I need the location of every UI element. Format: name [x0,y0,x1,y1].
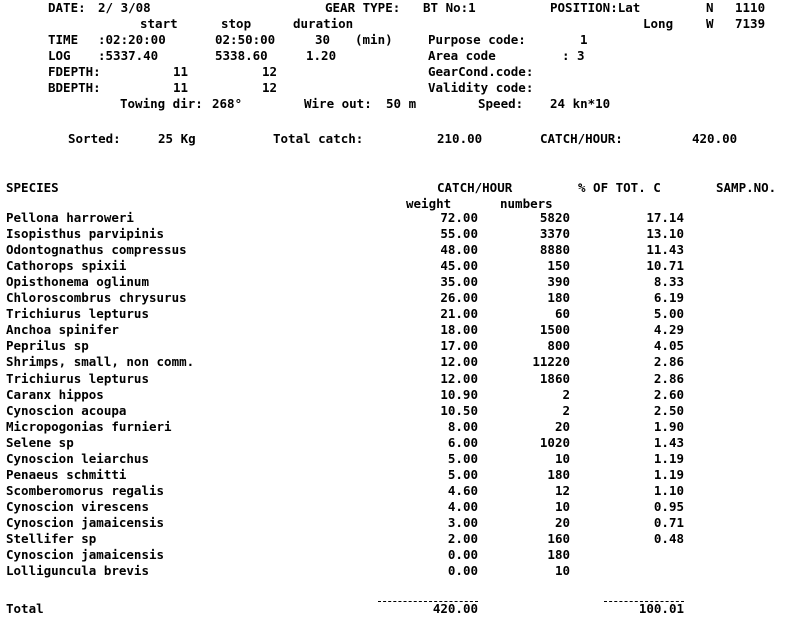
gear-type-label: GEAR TYPE: [325,0,401,15]
catch-weight: 2.00 [447,531,478,546]
catch-weight: 5.00 [447,451,478,466]
catch-numbers: 2 [562,403,570,418]
pct-of-total: 10.71 [646,258,684,273]
species-name: Opisthonema oglinum [6,274,149,289]
species-name: Lolliguncula brevis [6,563,149,578]
catch-numbers: 12 [554,483,570,498]
catch-per-hour-value: 420.00 [692,131,738,146]
catch-numbers: 180 [547,467,570,482]
time-stop: 02:50:00 [215,32,276,47]
pct-of-total: 1.90 [653,419,684,434]
pct-of-total: 6.19 [653,290,684,305]
date-label: DATE: [48,0,86,15]
towing-dir-label: Towing dir: [120,96,203,111]
species-name: Cynoscion acoupa [6,403,127,418]
catch-weight: 4.60 [447,483,478,498]
species-name: Selene sp [6,435,74,450]
area-code-label: Area code [428,48,496,63]
gearcond-code-label: GearCond.code: [428,64,534,79]
time-start: :02:20:00 [98,32,166,47]
catch-numbers: 390 [547,274,570,289]
species-name: Caranx hippos [6,387,104,402]
bdepth-label: BDEPTH: [48,80,101,95]
gear-type-value: BT No:1 [423,0,476,15]
catch-weight: 18.00 [440,322,478,337]
log-stop: 5338.60 [215,48,268,63]
catch-numbers: 180 [547,547,570,562]
pct-of-total: 5.00 [653,306,684,321]
total-catch-value: 210.00 [437,131,483,146]
catch-weight: 12.00 [440,371,478,386]
pct-of-total: 13.10 [646,226,684,241]
catch-numbers: 2 [562,387,570,402]
date-value: 2/ 3/08 [98,0,151,15]
catch-weight: 10.90 [440,387,478,402]
wire-out-label: Wire out: [304,96,372,111]
catch-weight: 35.00 [440,274,478,289]
species-name: Chloroscombrus chrysurus [6,290,187,305]
bdepth-start: 11 [173,80,189,95]
start-column-label: start [140,16,178,31]
pct-of-total: 2.50 [653,403,684,418]
area-code-value: : 3 [562,48,585,63]
catch-numbers: 10 [554,563,570,578]
species-name: Isopisthus parvipinis [6,226,165,241]
catch-numbers: 11220 [532,354,570,369]
catch-numbers: 800 [547,338,570,353]
species-name: Scomberomorus regalis [6,483,165,498]
lat-direction: N [706,0,714,15]
long-label: Long [643,16,674,31]
catch-weight: 17.00 [440,338,478,353]
catch-numbers: 10 [554,499,570,514]
long-direction: W [706,16,714,31]
species-name: Cathorops spixii [6,258,127,273]
catch-per-hour-label: CATCH/HOUR: [540,131,623,146]
catch-numbers: 1860 [539,371,570,386]
pct-of-total: 1.19 [653,451,684,466]
catch-weight: 8.00 [447,419,478,434]
species-name: Cynoscion leiarchus [6,451,149,466]
stop-column-label: stop [221,16,252,31]
long-value: 7139 [735,16,766,31]
species-name: Shrimps, small, non comm. [6,354,195,369]
time-unit: (min) [355,32,393,47]
catch-numbers: 1020 [539,435,570,450]
total-weight: 420.00 [432,601,478,616]
total-pct: 100.01 [638,601,684,616]
towing-dir-value: 268° [212,96,243,111]
pct-of-total: 8.33 [653,274,684,289]
pct-of-total: 0.71 [653,515,684,530]
species-name: Cynoscion jamaicensis [6,515,165,530]
catch-weight: 3.00 [447,515,478,530]
catch-weight: 0.00 [447,563,478,578]
catch-weight: 45.00 [440,258,478,273]
catch-weight: 12.00 [440,354,478,369]
time-label: TIME [48,32,79,47]
pct-of-total: 17.14 [646,210,684,225]
pct-of-total: 0.95 [653,499,684,514]
catch-numbers: 180 [547,290,570,305]
time-duration: 30 [315,32,331,47]
catch-numbers: 1500 [539,322,570,337]
catch-numbers: 8880 [539,242,570,257]
bdepth-stop: 12 [262,80,278,95]
position-lat-label: POSITION:Lat [550,0,641,15]
pct-of-total: 0.48 [653,531,684,546]
catch-numbers: 150 [547,258,570,273]
pct-of-total: 4.05 [653,338,684,353]
wire-out-value: 50 m [386,96,417,111]
catch-weight: 6.00 [447,435,478,450]
pct-of-total: 11.43 [646,242,684,257]
log-start: :5337.40 [98,48,159,63]
species-name: Stellifer sp [6,531,97,546]
pct-of-total: 1.19 [653,467,684,482]
catch-weight: 4.00 [447,499,478,514]
pct-of-total: 2.60 [653,387,684,402]
log-duration: 1.20 [306,48,337,63]
catch-weight: 48.00 [440,242,478,257]
species-name: Cynoscion jamaicensis [6,547,165,562]
catch-numbers: 10 [554,451,570,466]
catch-weight: 21.00 [440,306,478,321]
numbers-header: numbers [500,196,553,211]
species-name: Peprilus sp [6,338,89,353]
weight-header: weight [406,196,452,211]
catch-weight: 72.00 [440,210,478,225]
catch-numbers: 60 [554,306,570,321]
speed-label: Speed: [478,96,524,111]
species-header: SPECIES [6,180,59,195]
total-row-label: Total [6,601,44,616]
catch-numbers: 20 [554,515,570,530]
pct-of-total: 4.29 [653,322,684,337]
species-name: Odontognathus compressus [6,242,187,257]
fdepth-label: FDEPTH: [48,64,101,79]
speed-value: 24 kn*10 [550,96,611,111]
sample-number-header: SAMP.NO. [716,180,777,195]
duration-column-label: duration [293,16,354,31]
total-catch-label: Total catch: [273,131,364,146]
species-name: Trichiurus lepturus [6,306,149,321]
fdepth-start: 11 [173,64,189,79]
catch-per-hour-header: CATCH/HOUR [437,180,513,195]
fdepth-stop: 12 [262,64,278,79]
species-name: Trichiurus lepturus [6,371,149,386]
species-name: Anchoa spinifer [6,322,119,337]
species-name: Pellona harroweri [6,210,134,225]
species-name: Micropogonias furnieri [6,419,172,434]
pct-of-total-header: % OF TOT. C [578,180,661,195]
catch-numbers: 3370 [539,226,570,241]
catch-numbers: 20 [554,419,570,434]
catch-weight: 26.00 [440,290,478,305]
validity-code-label: Validity code: [428,80,534,95]
pct-of-total: 2.86 [653,371,684,386]
catch-numbers: 5820 [539,210,570,225]
pct-of-total: 2.86 [653,354,684,369]
species-name: Penaeus schmitti [6,467,127,482]
catch-numbers: 160 [547,531,570,546]
purpose-code-value: 1 [580,32,588,47]
catch-weight: 0.00 [447,547,478,562]
species-name: Cynoscion virescens [6,499,149,514]
lat-value: 1110 [735,0,766,15]
sorted-label: Sorted: [68,131,121,146]
log-label: LOG [48,48,71,63]
catch-weight: 55.00 [440,226,478,241]
catch-weight: 10.50 [440,403,478,418]
pct-of-total: 1.10 [653,483,684,498]
catch-weight: 5.00 [447,467,478,482]
purpose-code-label: Purpose code: [428,32,526,47]
sorted-value: 25 Kg [158,131,196,146]
pct-of-total: 1.43 [653,435,684,450]
